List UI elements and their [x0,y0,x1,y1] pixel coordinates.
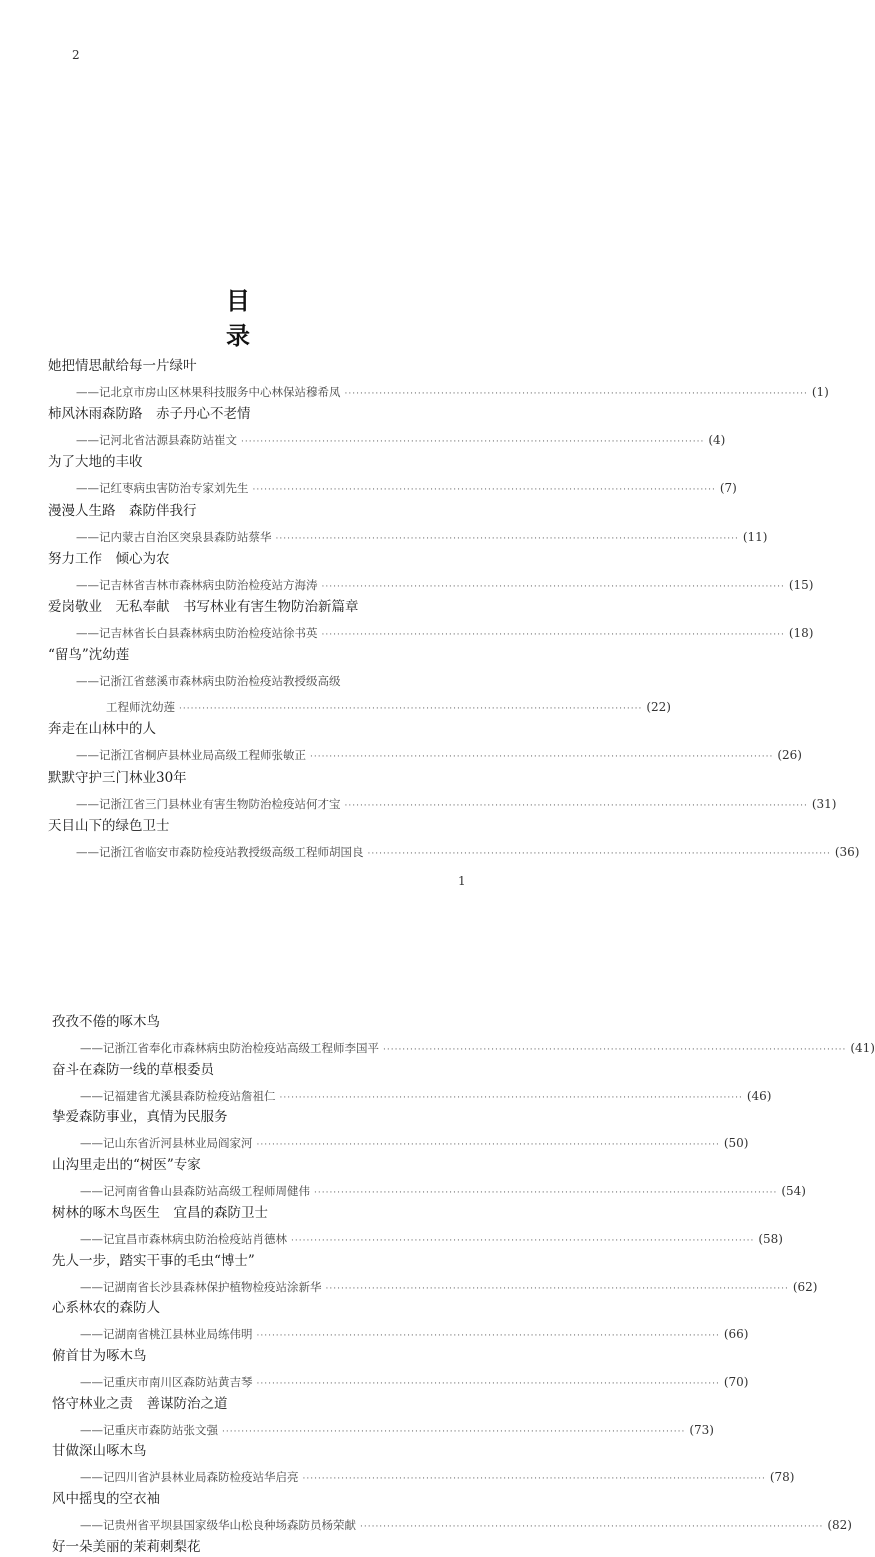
toc-page-2 [0,900,875,1555]
toc-entry-title: 好一朵美丽的茉莉刺梨花 [52,1538,201,1555]
toc-entry-title: “留鸟”沈幼莲 [48,647,130,664]
toc-entry[interactable] [48,452,737,498]
toc-entry-title: 先人一步，踏实干事的毛虫“博士” [52,1252,255,1269]
toc-entry[interactable] [52,1251,818,1297]
leader-dots: ························································································································ [321,581,785,592]
leader-dots: ························································································································ [325,1283,789,1294]
toc-entry-title: 她把情思献给每一片绿叶 [48,358,197,374]
toc-entry-subtitle: ——记浙江省奉化市森林病虫防治检疫站高级工程师李国平 [80,1041,379,1055]
leader-dots: ························································································································ [367,848,831,859]
toc-entry-page: (62) [792,1279,818,1294]
toc-entry-title: 漫漫人生路 森防伴我行 [48,502,197,519]
toc-entry-page: (22) [646,700,671,715]
toc-title: 目 录 [226,287,278,350]
toc-entry[interactable] [48,501,768,547]
toc-entry-title: 奔走在山林中的人 [48,721,156,738]
toc-entry-title: 默默守护三门林业30年 [48,769,187,786]
toc-entry-page: (31) [811,796,837,811]
leader-dots: ························································································································ [275,533,739,544]
toc-entry-subtitle: ——记浙江省慈溪市森林病虫防治检疫站教授级高级 [76,674,341,689]
toc-entry[interactable] [52,1203,783,1249]
toc-entry-page: (15) [788,577,814,592]
toc-entry-subtitle: ——记重庆市南川区森防站黄吉琴 [80,1374,253,1389]
toc-entry-subtitle: ——记北京市房山区林果科技服务中心林保站穆希凤 [76,385,341,399]
toc-entry-page: (58) [758,1231,783,1246]
leader-dots: ························································································································ [314,1188,778,1199]
toc-entry[interactable] [48,768,837,814]
toc-entry[interactable] [48,719,802,765]
toc-entry-page: (50) [723,1136,749,1151]
toc-entry-page: (78) [769,1470,795,1485]
toc-entry-page: (54) [781,1184,806,1199]
toc-entry-title: 风中摇曳的空衣袖 [52,1491,160,1507]
leader-dots: ························································································································ [179,704,643,715]
footer-page-number: 1 [458,874,466,888]
toc-entry[interactable] [52,1537,484,1557]
toc-entry-title: 为了大地的丰收 [48,454,143,471]
toc-entry-subtitle: ——记湖南省长沙县森林保护植物检疫站涂新华 [80,1279,322,1294]
toc-entry[interactable] [48,816,860,862]
toc-entry-subtitle: ——记湖南省桃江县林业局练伟明 [80,1327,253,1342]
toc-entry-page: (82) [827,1518,852,1532]
toc-entry[interactable] [52,1012,875,1058]
leader-dots: ························································································································ [241,437,705,448]
toc-entry[interactable] [52,1060,772,1106]
leader-dots: ························································································································ [383,1045,847,1055]
toc-entry-subtitle: ——记浙江省桐庐县林业局高级工程师张敏正 [76,748,306,763]
toc-entry-subtitle-continued: 工程师沈幼莲 [106,700,175,715]
leader-dots: ························································································································ [252,485,716,496]
leader-dots: ························································································································ [256,1331,720,1342]
toc-entry-title: 心系林农的森防人 [52,1300,160,1317]
toc-entry-page: (7) [719,481,737,496]
toc-entry-page: (41) [850,1041,875,1055]
toc-entry-title: 天目山下的绿色卫士 [48,817,170,834]
leader-dots: ························································································································ [321,630,785,640]
toc-entry-subtitle: ——记宜昌市森林病虫防治检疫站肖德林 [80,1231,287,1246]
toc-entry[interactable] [48,404,726,450]
leader-dots: ························································································································ [256,1378,720,1389]
toc-entry-subtitle: ——记浙江省临安市森防检疫站教授级高级工程师胡国良 [76,844,364,859]
toc-entry-subtitle: ——记四川省泸县林业局森防检疫站华启亮 [80,1470,299,1485]
toc-entry-subtitle: ——记河南省鲁山县森防站高级工程师周健伟 [80,1184,310,1199]
toc-entry-subtitle: ——记内蒙古自治区突泉县森防站蔡华 [76,529,272,544]
toc-entry-subtitle: ——记福建省尤溪县森防检疫站詹祖仁 [80,1088,276,1103]
toc-entry-subtitle: ——记红枣病虫害防治专家刘先生 [76,481,249,496]
leader-dots: ························································································································ [291,1235,755,1246]
toc-entry-title: 挚爱森防事业，真情为民服务 [52,1109,228,1126]
toc-entry-page: (66) [723,1327,749,1342]
toc-entry-page: (36) [834,844,860,859]
toc-entry-subtitle: ——记贵州省平坝县国家级华山松良种场森防员杨荣献 [80,1518,356,1532]
toc-entry[interactable] [48,597,814,643]
toc-entry-title: 山沟里走出的“树医”专家 [52,1157,201,1174]
toc-entry-page: (18) [788,626,814,640]
toc-entry-subtitle: ——记山东省沂河县林业局阎家河 [80,1136,253,1151]
leader-dots: ························································································································ [256,1140,720,1151]
toc-entry-title: 孜孜不倦的啄木鸟 [52,1014,160,1030]
leader-dots: ························································································································ [360,1522,824,1532]
toc-entry[interactable] [48,549,814,595]
leader-dots: ························································································································ [302,1474,766,1485]
toc-entry-title: 奋斗在森防一线的草根委员 [52,1061,214,1078]
toc-entry-title: 努力工作 倾心为农 [48,550,170,567]
toc-entry[interactable] [52,1489,852,1535]
toc-entry-title: 恪守林业之责 善谋防治之道 [52,1395,228,1412]
header-page-number: 2 [72,48,80,62]
toc-entry-subtitle: ——记吉林省长白县森林病虫防治检疫站徐书英 [76,626,318,640]
toc-entry[interactable] [52,1346,749,1392]
toc-entry[interactable] [48,645,671,717]
toc-entry-page: (4) [708,433,726,448]
toc-entry[interactable] [52,1441,795,1487]
toc-entry-title: 俯首甘为啄木鸟 [52,1347,147,1364]
toc-entry-title: 甘做深山啄木鸟 [52,1443,147,1460]
toc-entry-page: (70) [723,1374,749,1389]
toc-entry[interactable] [52,1394,714,1440]
leader-dots: ························································································································ [279,1092,743,1103]
toc-entry-page: (11) [742,529,768,544]
leader-dots: ························································································································ [222,1426,686,1437]
toc-entry-page: (26) [777,748,802,763]
toc-entry[interactable] [52,1298,749,1344]
toc-entry-subtitle: ——记浙江省三门县林业有害生物防治检疫站何才宝 [76,796,341,811]
toc-entry-subtitle: ——记河北省沽源县森防站崔文 [76,433,237,448]
toc-entry[interactable] [48,356,829,402]
toc-entry-subtitle: ——记吉林省吉林市森林病虫防治检疫站方海涛 [76,577,318,592]
leader-dots: ························································································································ [344,800,808,811]
toc-entry-subtitle: ——记重庆市森防站张文强 [80,1422,218,1437]
toc-entry-page: (73) [689,1422,714,1437]
toc-entry-page: (46) [746,1088,772,1103]
toc-entry-title: 树林的啄木鸟医生 宜昌的森防卫士 [52,1204,268,1221]
toc-entry-title: 柿风沐雨森防路 赤子丹心不老情 [48,406,251,423]
leader-dots: ························································································································ [310,752,774,763]
leader-dots: ························································································································ [344,389,808,399]
toc-entry-page: (1) [811,385,829,399]
toc-entry-title: 爱岗敬业 无私奉献 书写林业有害生物防治新篇章 [48,599,359,615]
toc-entry[interactable] [52,1107,749,1153]
toc-entry[interactable] [52,1155,806,1201]
